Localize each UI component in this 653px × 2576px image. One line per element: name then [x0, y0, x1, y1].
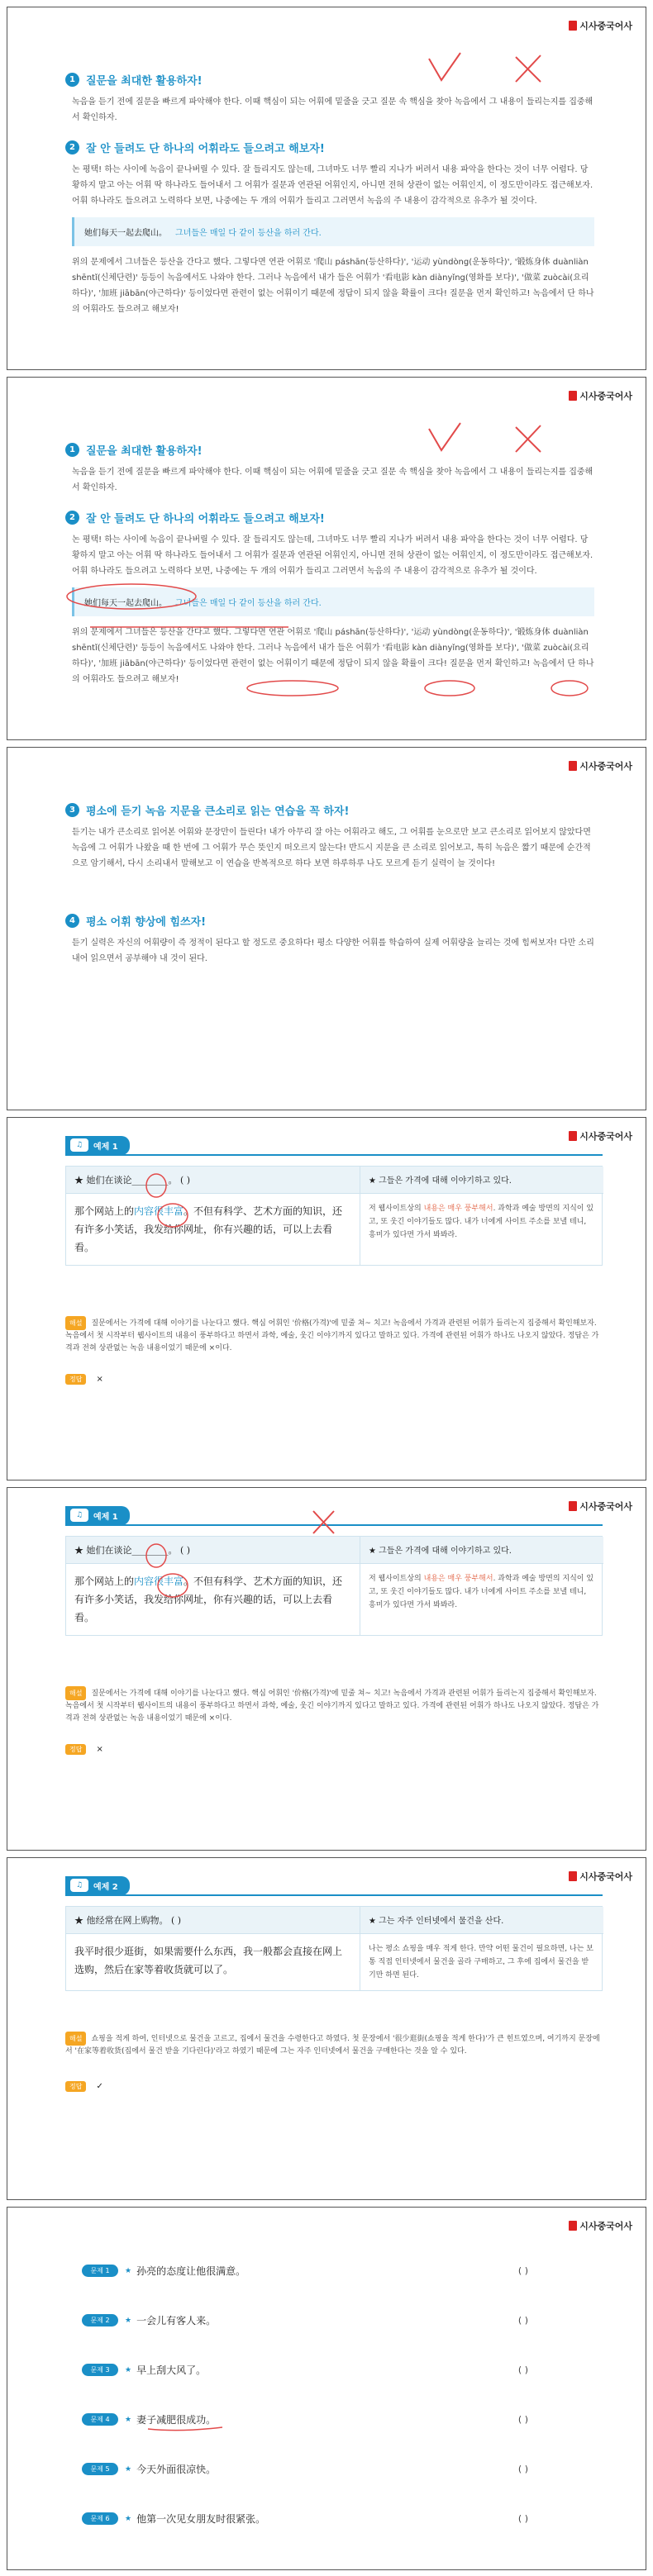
section-1: 1 질문을 최대한 활용하자! 녹음을 듣기 전에 질문을 빠르게 파악해야 한다. 이때 핵심이 되는 어휘에 밑줄을 긋고 질문 속 핵심을 찾아 녹음에서 그 내용이 들리는지를 집중해서 확인하자.	[65, 72, 594, 126]
section-1: 1 질문을 최대한 활용하자! 녹음을 듣기 전에 질문을 빠르게 파악해야 한다. 이때 핵심이 되는 어휘에 밑줄을 긋고 질문 속 핵심을 찾아 녹음에서 그 내용이 들리는지를 집중해서 확인하자.	[65, 442, 594, 496]
explanation: 해설 질문에서는 가격에 대해 이야기를 나눈다고 했다. 핵심 어휘인 '价格(가격)'에 밑줄 쳐~ 치고! 녹음에서 가격과 관련된 어휘가 들리는지 집중해서 확인해보자. 녹음에서 첫 시작부터 웹사이트의 내용이 풍부하다고 하면서 과학, 예술, 웃긴 이야기까지 있다고 말하고 있다. 가격에 관련된 어휘가 하나도 나오지 않았다. 정답은 가격과 전혀 상관없는 녹음 내용이었기 때문에 ×이다.	[65, 1316, 603, 1355]
section-3: 3 평소에 듣기 녹음 지문을 큰소리로 읽는 연습을 꼭 하자! 듣기는 내가 큰소리로 읽어본 어휘와 문장만이 들린다! 내가 아무리 잘 아는 어휘라고 해도, 그 어휘를 눈으로만 보고 큰소리로 읽어보지 않았다면 녹음에 그 어휘가 나왔을 때 한 번에 그 어휘가 무슨 뜻인지 떠오르지 않는다! 반드시 지문을 큰 소리로 읽어보고, 특히 녹음은 짧기 때문에 순간적으로 암기해서, 다시 소리내서 말해보고 이 연습을 반복적으로 하다 보면 하루하루 나도 모르게 듣기 실력이 늘 것이다!	[65, 802, 594, 872]
practice-item-1: 문제 1 ★ 孙亮的态度让他很满意。 ( )	[82, 2264, 578, 2278]
example-banner: ♫ 예제 1	[65, 1136, 603, 1156]
brand-logo: 시사중국어사	[569, 1129, 632, 1143]
explanation: 해설 쇼핑을 적게 하여, 인터넷으로 물건을 고르고, 집에서 물건을 수령한다고 하였다. 첫 문장에서 '很少逛街(쇼핑을 적게 한다)'가 큰 힌트였으며, 여기까지 문장에서 '在家等着收货(집에서 물건 받을 기다린다)'라고 하였기 때문에 그는 자주 인터넷에서 물건을 구매한다는 것을 알 수 있다.	[65, 2032, 603, 2058]
brand-icon	[569, 761, 577, 771]
section-2: 2 잘 안 들려도 단 하나의 어휘라도 들으려고 해보자! 논 평택! 하는 사이에 녹음이 끝나버릴 수 있다. 잘 들리지도 않는데, 그녀마도 너무 빨리 지나가 버려서 내용 파악을 한다는 것이 너무 어렵다. 당황하지 말고 아는 어휘 딱 하나라도 들어내서 그 어휘가 질문과 연관된 어휘인지, 아니면 전혀 상관이 없는 어휘인지, 이 정도만이라도 접근해보자. 어휘 하나라도 들으려고 노력하다 보면, 나중에는 두 개의 어휘가 들리고 그러면서 녹음의 주 내용이 감각적으로 유추가 될 것이다. 她们每天一起去爬山。 그녀들은 매일 다 같이 등산을 하러 간다. 위의 문제에서 그녀들은 등산을 간다고 했다. 그렇다면 연관 어휘로 '爬山 páshān(등산하다)', '运动 yùndòng(운동하다)', '锻炼身体 duànliàn shēntǐ(신체단련)' 등등이 녹음에서도 나와야 한다. 그러나 녹음에서 내가 들은 어휘가 '看电影 kàn diànyǐng(영화를 보다)', '做菜 zuòcài(요리하다)', '加班 jiābān(야근하다)' 등이었다면 관련이 없는 어휘이기 때문에 정답이 되지 않을 확률이 크다! 질문을 먼저 확인하고! 녹음에서 단 하나의 어휘라도 들으려고 해보자!	[65, 510, 594, 687]
brand-logo: 시사중국어사	[569, 1499, 632, 1513]
question-ko: ★ 그들은 가격에 대해 이야기하고 있다.	[360, 1167, 603, 1194]
slide-example-1-annotated	[7, 1487, 646, 1851]
section-title: 평소 어휘 향상에 힘쓰자!	[86, 916, 207, 929]
section-body: 듣기는 내가 큰소리로 읽어본 어휘와 문장만이 들린다! 내가 아무리 잘 아는 어휘라고 해도, 그 어휘를 눈으로만 보고 큰소리로 읽어보지 않았다면 녹음에 그 어휘가 나왔을 때 한 번에 그 어휘가 무슨 뜻인지 떠오르지 않는다! 반드시 지문을 큰 소리로 읽어보고, 특히 녹음은 짧기 때문에 순간적으로 암기해서, 다시 소리내서 말해보고 이 연습을 반복적으로 하다 보면 하루하루 나도 모르게 듣기 실력이 늘 것이다!	[72, 828, 591, 868]
brand-icon	[569, 391, 577, 401]
slide-example-1	[7, 1117, 646, 1480]
section-body: 듣기 실력은 자신의 어휘량이 즉 정적이 된다고 할 정도로 중요하다! 평소 다양한 어휘를 학습하여 실제 어휘량을 늘리는 것에 힘써보자! 다만 소리내어 읽으면서 공부해야 내 것이 된다.	[72, 939, 594, 963]
section-title: 평소에 듣기 녹음 지문을 큰소리로 읽는 연습을 꼭 하자!	[86, 806, 350, 818]
brand-logo: 시사중국어사	[569, 19, 632, 32]
example-callout: 她们每天一起去爬山。 그녀들은 매일 다 같이 등산을 하러 간다.	[72, 217, 594, 246]
section-body: 녹음을 듣기 전에 질문을 빠르게 파악해야 한다. 이때 핵심이 되는 어휘에 밑줄을 긋고 질문 속 핵심을 찾아 녹음에서 그 내용이 들리는지를 집중해서 확인하자.	[72, 97, 593, 122]
slide-tips-3-4	[7, 747, 646, 1110]
section-title: 질문을 최대한 활용하자!	[86, 445, 203, 458]
slide-example-2	[7, 1857, 646, 2200]
question-cn: ★ 她们在谈论________。 ( )	[66, 1167, 360, 1194]
question-ko: ★ 그는 자주 인터넷에서 물건을 산다.	[360, 1907, 603, 1934]
section-body: 논 평택! 하는 사이에 녹음이 끝나버릴 수 있다. 잘 들리지도 않는데, 그녀마도 너무 빨리 지나가 버려서 내용 파악을 한다는 것이 너무 어렵다. 당황하지 말고 아는 어휘 딱 하나라도 들어내서 그 어휘가 질문과 연관된 어휘인지, 아니면 전혀 상관이 없는 어휘인지, 이 정도만이라도 접근해보자. 어휘 하나라도 들으려고 노력하다 보면, 나중에는 두 개의 어휘가 들리고 그러면서 녹음의 주 내용이 감각적으로 유추가 될 것이다.	[72, 535, 593, 576]
explanation: 해설 질문에서는 가격에 대해 이야기를 나눈다고 했다. 핵심 어휘인 '价格(가격)'에 밑줄 쳐~ 치고! 녹음에서 가격과 관련된 어휘가 들리는지 집중해서 확인해보자. 녹음에서 첫 시작부터 웹사이트의 내용이 풍부하다고 하면서 과학, 예술, 웃긴 이야기까지 있다고 말하고 있다. 가격에 관련된 어휘가 하나도 나오지 않았다. 정답은 가격과 전혀 상관없는 녹음 내용이었기 때문에 ×이다.	[65, 1686, 603, 1725]
example-grid	[65, 1906, 603, 1991]
answer-blank[interactable]: ( )	[517, 2315, 528, 2326]
example-banner: ♫ 예제 1	[65, 1506, 603, 1526]
transcript-cn: 那个网站上的内容很丰富。不但有科学、艺术方面的知识，还有许多小笑话，我发给你网址，你有兴趣的话，可以上去看看。	[74, 1205, 343, 1253]
brand-logo: 시사중국어사	[569, 759, 632, 772]
section-title: 잘 안 들려도 단 하나의 어휘라도 들으려고 해보자!	[86, 143, 325, 155]
brand-logo: 시사중국어사	[569, 1870, 632, 1883]
transcript-ko: 나는 평소 쇼핑을 매우 적게 한다. 만약 어떤 물건이 필요하면, 나는 보통 직접 인터넷에서 물건을 골라 구매하고, 그 후에 집에서 물건을 받기만 하면 된다.	[360, 1934, 603, 1990]
transcript-cn: 我平时很少逛街，如果需要什么东西，我一般都会直接在网上选购，然后在家等着收货就可以了。	[74, 1946, 343, 1975]
brand-logo: 시사중국어사	[569, 2219, 632, 2232]
answer: 정답 ×	[65, 1744, 103, 1755]
section-4: 4 평소 어휘 향상에 힘쓰자! 듣기 실력은 자신의 어휘량이 즉 정적이 된다고 할 정도로 중요하다! 평소 다양한 어휘를 학습하여 실제 어휘량을 늘리는 것에 힘써보자! 다만 소리내어 읽으면서 공부해야 내 것이 된다.	[65, 913, 594, 967]
section-body-2: 위의 문제에서 그녀들은 등산을 간다고 했다. 그렇다면 연관 어휘로 '爬山 páshān(등산하다)', '运动 yùndòng(운동하다)', '锻炼身体 duànliàn shēntǐ(신체단련)' 등등이 녹음에서도 나와야 한다. 그러나 녹음에서 내가 들은 어휘가 '看电影 kàn diànyǐng(영화를 보다)', '做菜 zuòcài(요리하다)', '加班 jiābān(야근하다)' 등이었다면 관련이 없는 어휘이기 때문에 정답이 되지 않을 확률이 크다! 질문을 먼저 확인하고! 녹음에서 단 하나의 어휘라도 들으려고 해보자!	[72, 258, 594, 314]
question-ko: ★ 그들은 가격에 대해 이야기하고 있다.	[360, 1537, 603, 1564]
answer-blank[interactable]: ( )	[517, 2365, 528, 2375]
example-grid	[65, 1536, 603, 1636]
practice-item-6: 문제 6 ★ 他第一次见女朋友时很紧张。 ( )	[82, 2512, 578, 2526]
brand-icon	[569, 2221, 577, 2231]
example-grid	[65, 1166, 603, 1266]
headphones-icon: ♫	[70, 1509, 88, 1522]
slide-tips-clean	[7, 7, 646, 370]
section-body-2: 위의 문제에서 그녀들은 등산을 간다고 했다. 그렇다면 연관 어휘로 '爬山 páshān(등산하다)', '运动 yùndòng(운동하다)', '锻炼身体 duànliàn shēntǐ(신체단련)' 등등이 녹음에서도 나와야 한다. 그러나 녹음에서 내가 들은 어휘가 '看电影 kàn diànyǐng(영화를 보다)', '做菜 zuòcài(요리하다)', '加班 jiābān(야근하다)' 등이었다면 관련이 없는 어휘이기 때문에 정답이 되지 않을 확률이 크다! 질문을 먼저 확인하고! 녹음에서 단 하나의 어휘라도 들으려고 해보자!	[72, 628, 594, 684]
section-body: 논 평택! 하는 사이에 녹음이 끝나버릴 수 있다. 잘 들리지도 않는데, 그녀마도 너무 빨리 지나가 버려서 내용 파악을 한다는 것이 너무 어렵다. 당황하지 말고 아는 어휘 딱 하나라도 들어내서 그 어휘가 질문과 연관된 어휘인지, 아니면 전혀 상관이 없는 어휘인지, 이 정도만이라도 접근해보자. 어휘 하나라도 들으려고 노력하다 보면, 나중에는 두 개의 어휘가 들리고 그러면서 녹음의 주 내용이 감각적으로 유추가 될 것이다.	[72, 165, 593, 206]
answer: 정답 ×	[65, 1374, 103, 1385]
section-title: 잘 안 들려도 단 하나의 어휘라도 들으려고 해보자!	[86, 513, 325, 525]
answer-blank[interactable]: ( )	[517, 2265, 528, 2276]
practice-item-4: 문제 4 ★ 妻子减肥很成功。 ( )	[82, 2412, 578, 2426]
answer-blank[interactable]: ( )	[517, 2414, 528, 2425]
question-cn: ★ 她们在谈论________。 ( )	[66, 1537, 360, 1564]
slide-practice	[7, 2207, 646, 2570]
headphones-icon: ♫	[70, 1138, 88, 1152]
transcript-ko: 저 웹사이트상의 내용은 매우 풍부해서. 과학과 예술 방면의 지식이 있고, 또 웃긴 이야기들도 많다. 내가 너에게 사이트 주소를 보낼 테니, 흥미가 있다면 가서 봐봐라.	[360, 1564, 603, 1635]
slide-tips-annotated	[7, 377, 646, 740]
headphones-icon: ♫	[70, 1879, 88, 1892]
section-2: 2 잘 안 들려도 단 하나의 어휘라도 들으려고 해보자! 논 평택! 하는 사이에 녹음이 끝나버릴 수 있다. 잘 들리지도 않는데, 그녀마도 너무 빨리 지나가 버려서 내용 파악을 한다는 것이 너무 어렵다. 당황하지 말고 아는 어휘 딱 하나라도 들어내서 그 어휘가 질문과 연관된 어휘인지, 아니면 전혀 상관이 없는 어휘인지, 이 정도만이라도 접근해보자. 어휘 하나라도 들으려고 노력하다 보면, 나중에는 두 개의 어휘가 들리고 그러면서 녹음의 주 내용이 감각적으로 유추가 될 것이다. 她们每天一起去爬山。 그녀들은 매일 다 같이 등산을 하러 간다. 위의 문제에서 그녀들은 등산을 간다고 했다. 그렇다면 연관 어휘로 '爬山 páshān(등산하다)', '运动 yùndòng(운동하다)', '锻炼身体 duànliàn shēntǐ(신체단련)' 등등이 녹음에서도 나와야 한다. 그러나 녹음에서 내가 들은 어휘가 '看电影 kàn diànyǐng(영화를 보다)', '做菜 zuòcài(요리하다)', '加班 jiābān(야근하다)' 등이었다면 관련이 없는 어휘이기 때문에 정답이 되지 않을 확률이 크다! 질문을 먼저 확인하고! 녹음에서 단 하나의 어휘라도 들으려고 해보자!	[65, 140, 594, 317]
answer-blank[interactable]: ( )	[517, 2513, 528, 2524]
question-cn: ★ 他经常在网上购物。 ( )	[66, 1907, 360, 1934]
brand-icon	[569, 21, 577, 31]
section-title: 질문을 최대한 활용하자!	[86, 75, 203, 88]
example-callout: 她们每天一起去爬山。 그녀들은 매일 다 같이 등산을 하러 간다.	[72, 587, 594, 616]
answer-blank[interactable]: ( )	[517, 2464, 528, 2474]
transcript-ko: 저 웹사이트상의 내용은 매우 풍부해서. 과학과 예술 방면의 지식이 있고, 또 웃긴 이야기들도 많다. 내가 너에게 사이트 주소를 보낼 테니, 흥미가 있다면 가서 봐봐라.	[360, 1194, 603, 1265]
practice-item-5: 문제 5 ★ 今天外面很凉快。 ( )	[82, 2462, 578, 2476]
section-body: 녹음을 듣기 전에 질문을 빠르게 파악해야 한다. 이때 핵심이 되는 어휘에 밑줄을 긋고 질문 속 핵심을 찾아 녹음에서 그 내용이 들리는지를 집중해서 확인하자.	[72, 468, 593, 492]
brand-logo: 시사중국어사	[569, 389, 632, 402]
practice-item-2: 문제 2 ★ 一会儿有客人来。 ( )	[82, 2313, 578, 2327]
answer: 정답 ✓	[65, 2081, 103, 2092]
example-banner: ♫ 예제 2	[65, 1876, 603, 1896]
practice-item-3: 문제 3 ★ 早上刮大风了。 ( )	[82, 2363, 578, 2377]
transcript-cn: 那个网站上的内容很丰富。不但有科学、艺术方面的知识，还有许多小笑话，我发给你网址，你有兴趣的话，可以上去看看。	[74, 1576, 343, 1623]
